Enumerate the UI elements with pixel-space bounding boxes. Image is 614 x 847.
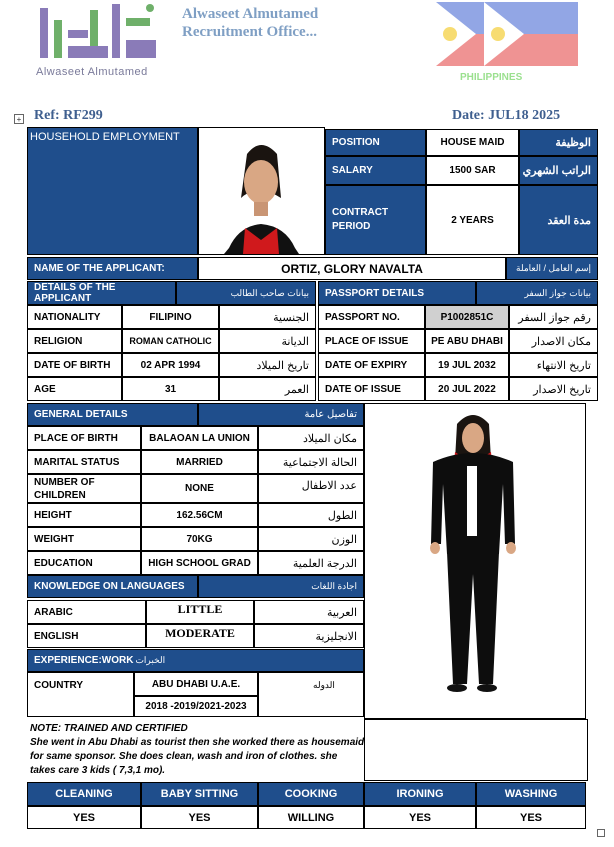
table-resize-handle[interactable] bbox=[597, 829, 605, 837]
company-name: Alwaseet Almutamed bbox=[182, 6, 319, 22]
place-of-issue-ar: مكان الاصدار bbox=[509, 329, 598, 353]
dob-ar: تاريخ الميلاد bbox=[219, 353, 316, 377]
religion-label: RELIGION bbox=[27, 329, 122, 353]
experience-label bbox=[27, 649, 364, 672]
languages-label: KNOWLEDGE ON LANGUAGES bbox=[27, 575, 198, 598]
children-label bbox=[27, 474, 141, 503]
age-ar: العمر bbox=[219, 377, 316, 401]
issue-date-value: 20 JUL 2022 bbox=[425, 377, 509, 401]
details-label: DETAILS OF THE APPLICANT bbox=[27, 281, 176, 305]
contract-label-text: CONTRACT PERIOD bbox=[332, 207, 389, 232]
full-body-photo bbox=[365, 404, 585, 718]
ref-number: Ref: RF299 bbox=[34, 108, 103, 123]
issue-date-ar: تاريخ الاصدار bbox=[509, 377, 598, 401]
note-right-box bbox=[364, 719, 588, 781]
country-ar bbox=[258, 672, 364, 717]
position-ar: الوظيفة bbox=[519, 129, 598, 156]
skill-baby-sitting-value: YES bbox=[141, 806, 258, 829]
household-employment-label bbox=[27, 127, 198, 255]
experience-text: EXPERIENCE:WORK bbox=[34, 655, 134, 666]
note-body: She went in Abu Dhabi as tourist then she worked there as housemaid for same sponsor. She does clean, wash and iron of clothes. she takes care 3 kids ( 7,3,1 mo). bbox=[30, 737, 365, 776]
weight-label: WEIGHT bbox=[27, 527, 141, 551]
height-ar: الطول bbox=[258, 503, 364, 527]
height-value: 162.56CM bbox=[141, 503, 258, 527]
dob-value: 02 APR 1994 bbox=[122, 353, 219, 377]
logo-caption: Alwaseet Almutamed bbox=[36, 66, 148, 78]
position-value: HOUSE MAID bbox=[426, 129, 519, 156]
arabic-label: ARABIC bbox=[27, 600, 146, 624]
name-label: NAME OF THE APPLICANT: bbox=[27, 257, 198, 280]
place-of-birth-value: BALAOAN LA UNION bbox=[141, 426, 258, 450]
applicant-portrait bbox=[198, 127, 325, 255]
weight-value: 70KG bbox=[141, 527, 258, 551]
education-value: HIGH SCHOOL GRAD bbox=[141, 551, 258, 575]
contract-label bbox=[325, 185, 426, 255]
company-logo bbox=[30, 0, 170, 82]
english-label: ENGLISH bbox=[27, 624, 146, 648]
country-value: ABU DHABI U.A.E. bbox=[134, 672, 258, 696]
expiry-ar: تاريخ الانتهاء bbox=[509, 353, 598, 377]
full-body-photo-frame bbox=[364, 403, 586, 719]
applicant-name: ORTIZ, GLORY NAVALTA bbox=[198, 257, 506, 280]
table-move-handle[interactable]: + bbox=[14, 114, 24, 124]
arabic-value: LITTLE bbox=[146, 600, 254, 624]
general-ar: تفاصيل عامة bbox=[198, 403, 364, 426]
country-label: PHILIPPINES bbox=[460, 72, 523, 83]
salary-label: SALARY bbox=[325, 156, 426, 185]
passport-label: PASSPORT DETAILS bbox=[318, 281, 476, 305]
flag-icon bbox=[436, 2, 578, 66]
nationality-label: NATIONALITY bbox=[27, 305, 122, 329]
religion-ar: الديانة bbox=[219, 329, 316, 353]
experience-years: 2018 -2019/2021-2023 bbox=[134, 696, 258, 717]
place-of-issue-label: PLACE OF ISSUE bbox=[318, 329, 425, 353]
general-label: GENERAL DETAILS bbox=[27, 403, 198, 426]
arabic-ar: العربية bbox=[254, 600, 364, 624]
children-ar: عدد الاطفال bbox=[258, 474, 364, 503]
skill-cleaning-value: YES bbox=[27, 806, 141, 829]
skill-cooking-value: WILLING bbox=[258, 806, 364, 829]
note-title: NOTE: TRAINED AND CERTIFIED bbox=[30, 723, 188, 734]
english-ar: الانجليزية bbox=[254, 624, 364, 648]
languages-ar: اجادة اللغات bbox=[198, 575, 364, 598]
age-label: AGE bbox=[27, 377, 122, 401]
children-value: NONE bbox=[141, 474, 258, 503]
philippines-flags bbox=[436, 2, 578, 66]
passport-ar: بيانات جواز السفر bbox=[476, 281, 598, 305]
children-label-text: NUMBER OF CHILDREN bbox=[34, 476, 95, 501]
english-value: MODERATE bbox=[146, 624, 254, 648]
passport-no-ar: رقم جواز السفر bbox=[509, 305, 598, 329]
country-row-label: COUNTRY bbox=[27, 672, 134, 717]
skill-cleaning-label: CLEANING bbox=[27, 782, 141, 806]
marital-status-ar: الحالة الاجتماعية bbox=[258, 450, 364, 474]
country-ar-text: الدوله bbox=[313, 680, 335, 690]
place-of-birth-label: PLACE OF BIRTH bbox=[27, 426, 141, 450]
dob-label: DATE OF BIRTH bbox=[27, 353, 122, 377]
marital-status-label: MARITAL STATUS bbox=[27, 450, 141, 474]
date-label: Date: JUL18 2025 bbox=[452, 108, 561, 123]
expiry-value: 19 JUL 2032 bbox=[425, 353, 509, 377]
contract-value: 2 YEARS bbox=[426, 185, 519, 255]
passport-no-label: PASSPORT NO. bbox=[318, 305, 425, 329]
height-label: HEIGHT bbox=[27, 503, 141, 527]
salary-ar: الراتب الشهري bbox=[519, 156, 598, 185]
skill-washing-label: WASHING bbox=[476, 782, 586, 806]
skill-baby-sitting-label: BABY SITTING bbox=[141, 782, 258, 806]
logo-graphic bbox=[30, 0, 170, 66]
issue-date-label: DATE OF ISSUE bbox=[318, 377, 425, 401]
weight-ar: الوزن bbox=[258, 527, 364, 551]
place-of-birth-ar: مكان الميلاد bbox=[258, 426, 364, 450]
details-ar: بيانات صاحب الطالب bbox=[176, 281, 316, 305]
place-of-issue-value: PE ABU DHABI bbox=[425, 329, 509, 353]
contract-ar: مدة العقد bbox=[519, 185, 598, 255]
name-ar: إسم العامل / العاملة bbox=[506, 257, 598, 280]
position-label: POSITION bbox=[325, 129, 426, 156]
nationality-value: FILIPINO bbox=[122, 305, 219, 329]
portrait-photo bbox=[199, 128, 324, 254]
skill-washing-value: YES bbox=[476, 806, 586, 829]
skill-cooking-label: COOKING bbox=[258, 782, 364, 806]
expiry-label: DATE OF EXPIRY bbox=[318, 353, 425, 377]
experience-ar: الخبرات bbox=[135, 655, 166, 665]
marital-status-value: MARRIED bbox=[141, 450, 258, 474]
skill-ironing-label: IRONING bbox=[364, 782, 476, 806]
company-subtitle: Recruitment Office... bbox=[182, 24, 317, 40]
salary-value: 1500 SAR bbox=[426, 156, 519, 185]
household-text: HOUSEHOLD EMPLOYMENT bbox=[30, 131, 180, 143]
education-label: EDUCATION bbox=[27, 551, 141, 575]
religion-value: ROMAN CATHOLIC bbox=[122, 329, 219, 353]
passport-no-value: P1002851C bbox=[425, 305, 509, 329]
note-box bbox=[30, 722, 365, 780]
skill-ironing-value: YES bbox=[364, 806, 476, 829]
nationality-ar: الجنسية bbox=[219, 305, 316, 329]
education-ar: الدرجة العلمية bbox=[258, 551, 364, 575]
age-value: 31 bbox=[122, 377, 219, 401]
